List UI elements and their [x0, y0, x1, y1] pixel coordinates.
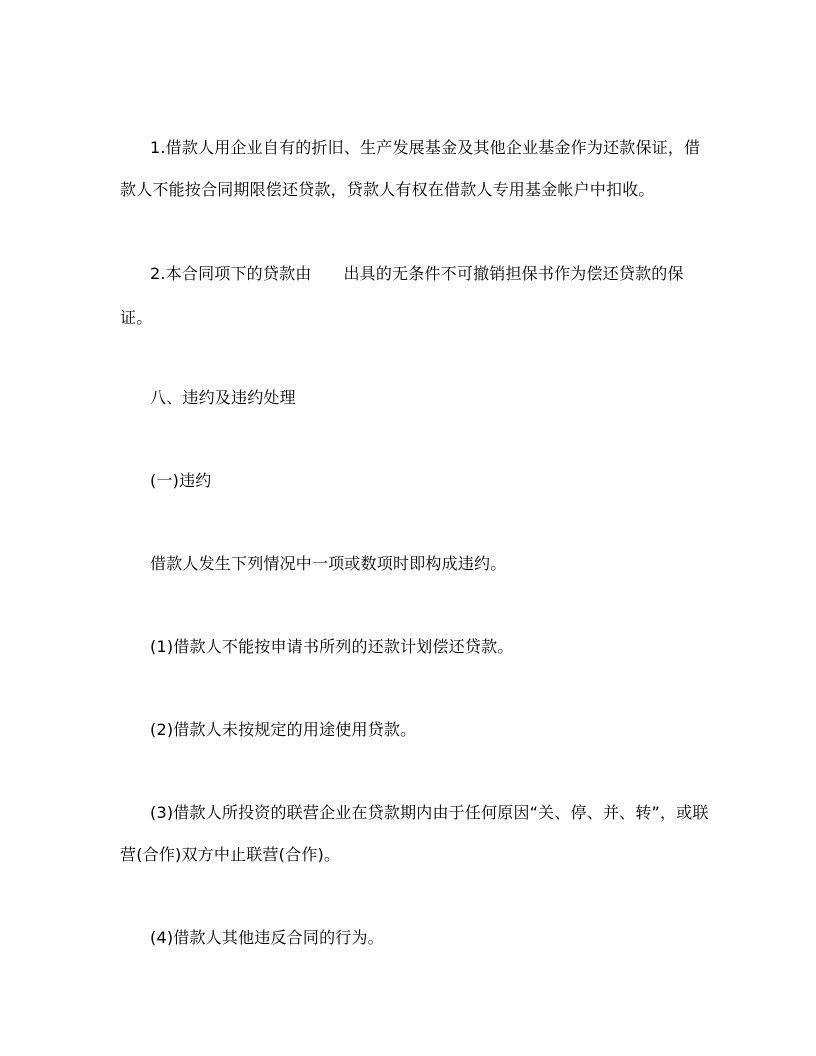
- paragraph-guarantee-1-line-1: 1.借款人用企业自有的折旧、生产发展基金及其他企业基金作为还款保证，借: [150, 138, 701, 157]
- paragraph-guarantee-2-line-2: 证。: [120, 308, 153, 327]
- paragraph-guarantee-1-line-2: 款人不能按合同期限偿还贷款，贷款人有权在借款人专用基金帐户中扣收。: [120, 180, 655, 199]
- subsection-heading-default: (一)违约: [150, 471, 212, 490]
- paragraph-default-intro: 借款人发生下列情况中一项或数项时即构成违约。: [150, 554, 507, 573]
- section-heading-default: 八、违约及违约处理: [150, 388, 296, 407]
- paragraph-guarantee-2-part-1: 2.本合同项下的贷款由: [150, 264, 312, 283]
- list-item-default-1: (1)借款人不能按申请书所列的还款计划偿还贷款。: [150, 637, 514, 656]
- list-item-default-4: (4)借款人其他违反合同的行为。: [150, 928, 384, 947]
- list-item-default-2: (2)借款人未按规定的用途使用贷款。: [150, 720, 417, 739]
- list-item-default-3-line-1: (3)借款人所投资的联营企业在贷款期内由于任何原因“关、停、并、转”，或联: [150, 803, 709, 822]
- paragraph-guarantee-2-part-2: 出具的无条件不可撤销担保书作为偿还贷款的保: [343, 264, 684, 283]
- list-item-default-3-line-2: 营(合作)双方中止联营(合作)。: [120, 845, 341, 864]
- paragraph-guarantee-2-line-1: [150, 264, 740, 284]
